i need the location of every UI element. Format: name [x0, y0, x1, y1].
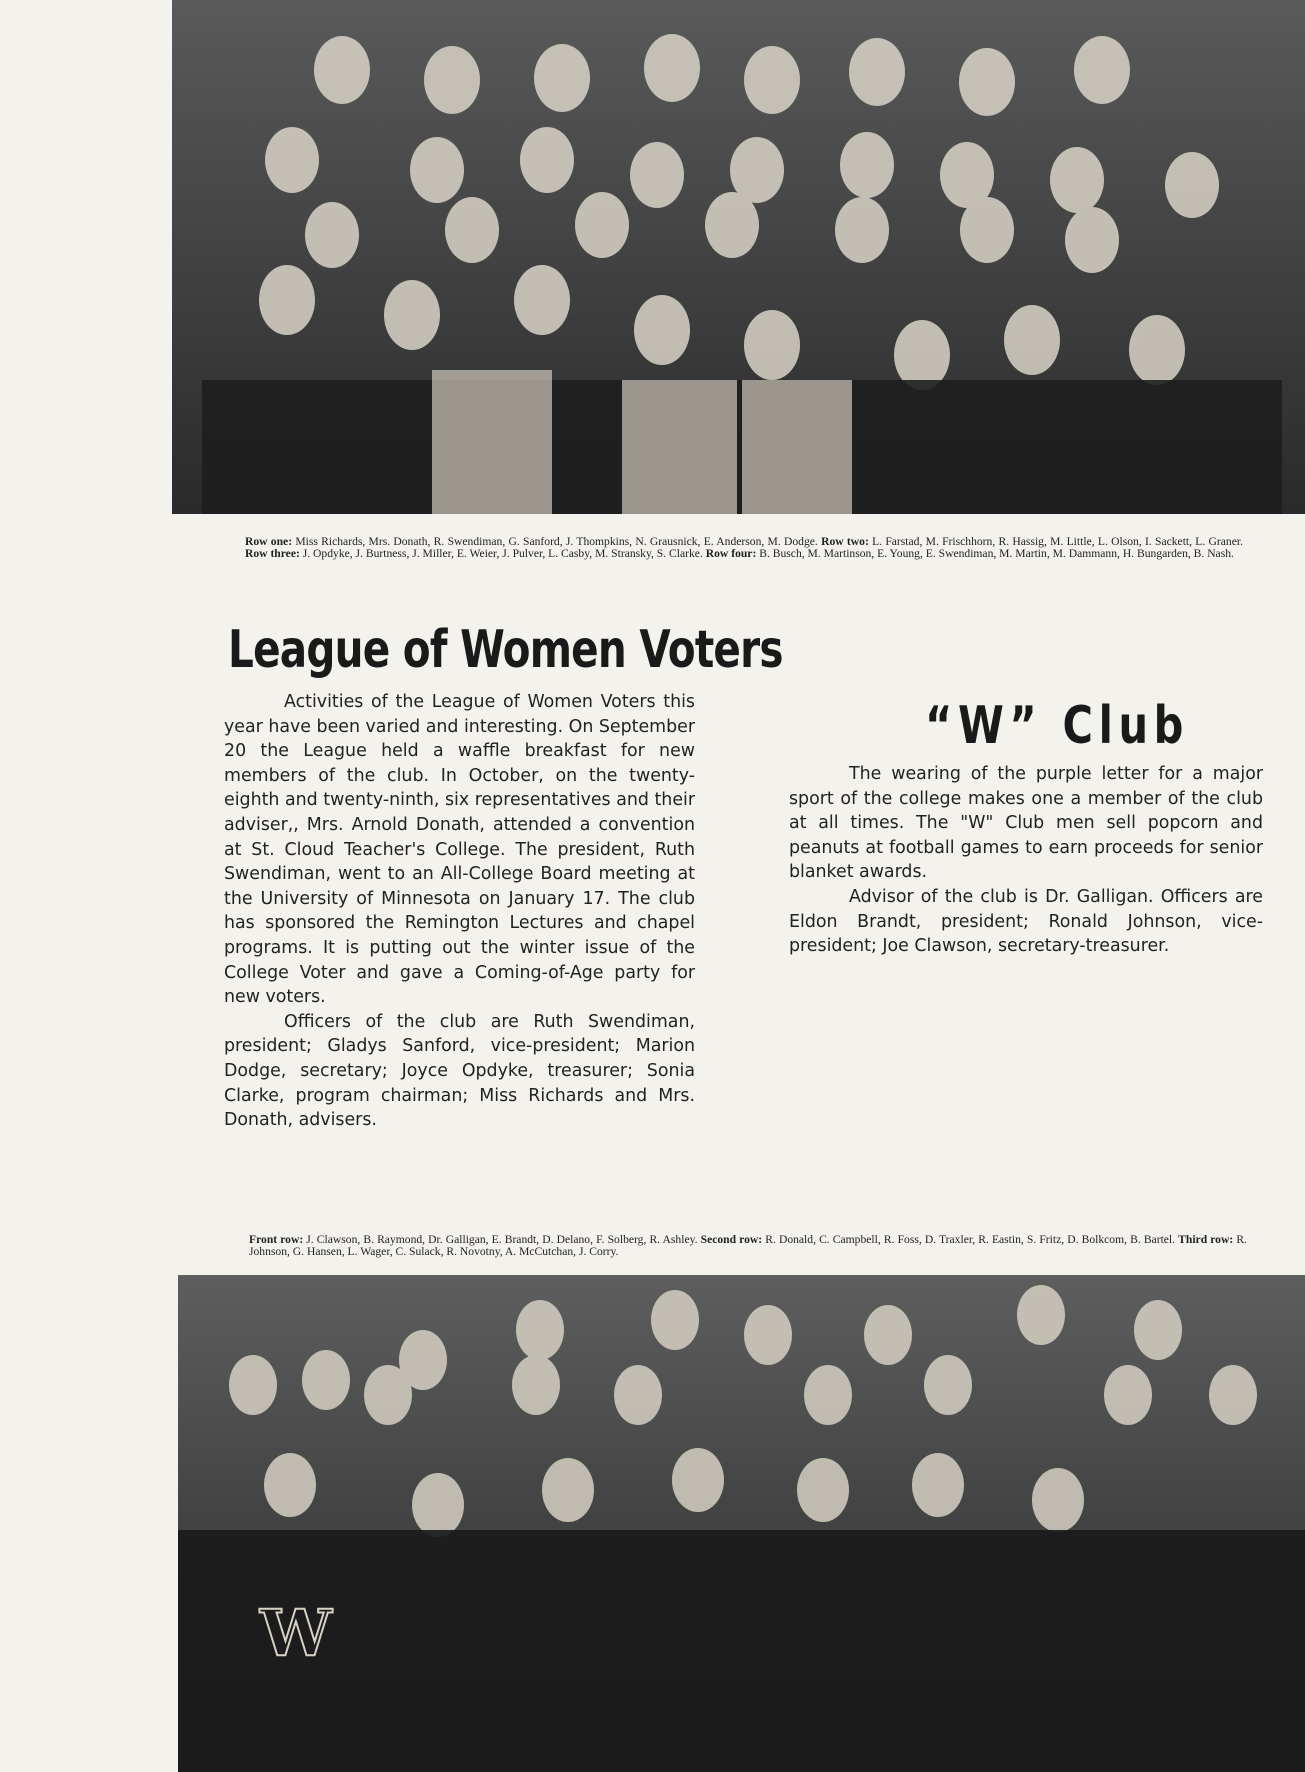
league-group-photo	[172, 0, 1305, 514]
group-photo-men-icon	[178, 1275, 1305, 1772]
caption-row-names: R. Johnson, G. Hansen, L. Wager, C. Sulack, R. Novotny, A. McCutchan, J. Corry.	[249, 1233, 1247, 1259]
league-paragraph-officers: Officers of the club are Ruth Swendiman, president; Gladys Sanford, vice-president; Marion Dodge, secretary; Joyce Opdyke, treasurer; Sonia Clarke, program chairman; Miss Richards and Mrs. Donath, advisers.	[224, 1011, 695, 1131]
svg-text:W: W	[260, 1596, 332, 1671]
caption-row-label: Row one:	[245, 535, 293, 548]
league-heading: League of Women Voters	[228, 620, 783, 680]
caption-row-names: J. Clawson, B. Raymond, Dr. Galligan, E. Brandt, D. Delano, F. Solberg, R. Ashley.	[306, 1233, 698, 1246]
caption-row-names: J. Opdyke, J. Burtness, J. Miller, E. Weier, J. Pulver, L. Casby, M. Stransky, S. Clarke.	[302, 547, 703, 561]
caption-row-names: Miss Richards, Mrs. Donath, R. Swendiman, G. Sanford, J. Thompkins, N. Grausnick, E. Anderson, M. Dodge.	[295, 535, 818, 548]
caption-row-label: Third row:	[1178, 1233, 1234, 1246]
league-photo-caption	[245, 536, 1243, 561]
caption-row-names: B. Busch, M. Martinson, E. Young, E. Swendiman, M. Martin, M. Dammann, H. Bungarden, B. Nash.	[759, 547, 1234, 561]
league-paragraph-activities: Activities of the League of Women Voters this year have been varied and interesting. On September 20 the League held a waffle breakfast for new members of the club. In October, on the twenty-eighth and twenty-ninth, six representatives and their adviser,, Mrs. Arnold Donath, attended a convention at St. Cloud Teacher's College. The president, Ruth Swendiman, went to an All-College Board meeting at the University of Minnesota on January 17. The club has sponsored the Remington Lectures and chapel programs. It is putting out the winter issue of the College Voter and gave a Coming-of-Age party for new voters.	[224, 692, 695, 1008]
w-club-paragraph-officers: Advisor of the club is Dr. Galligan. Officers are Eldon Brandt, president; Ronald Johnson, vice-president; Joe Clawson, secretary-treasurer.	[789, 886, 1263, 957]
w-club-heading: “W” Club	[925, 696, 1190, 756]
w-club-paragraph-membership: The wearing of the purple letter for a major sport of the college makes one a member of the club at all times. The "W" Club men sell popcorn and peanuts at football games to earn proceeds for senior blanket awards.	[789, 764, 1263, 883]
caption-row-label: Front row:	[249, 1233, 304, 1246]
caption-row-names: L. Farstad, M. Frischhorn, R. Hassig, M. Little, L. Olson, I. Sackett, L. Graner.	[872, 535, 1243, 548]
caption-row-names: R. Donald, C. Campbell, R. Foss, D. Traxler, R. Eastin, S. Fritz, D. Bolkcom, B. Bartel.	[765, 1233, 1176, 1246]
group-photo-women-icon	[172, 0, 1305, 514]
caption-row-label: Second row:	[700, 1233, 763, 1246]
w-club-body	[789, 762, 1263, 959]
w-club-group-photo	[178, 1275, 1305, 1772]
caption-row-label: Row three:	[245, 547, 300, 561]
league-body	[224, 690, 695, 1133]
caption-row-label: Row four:	[705, 547, 757, 561]
w-club-photo-caption	[249, 1234, 1247, 1259]
caption-row-label: Row two:	[821, 535, 869, 548]
